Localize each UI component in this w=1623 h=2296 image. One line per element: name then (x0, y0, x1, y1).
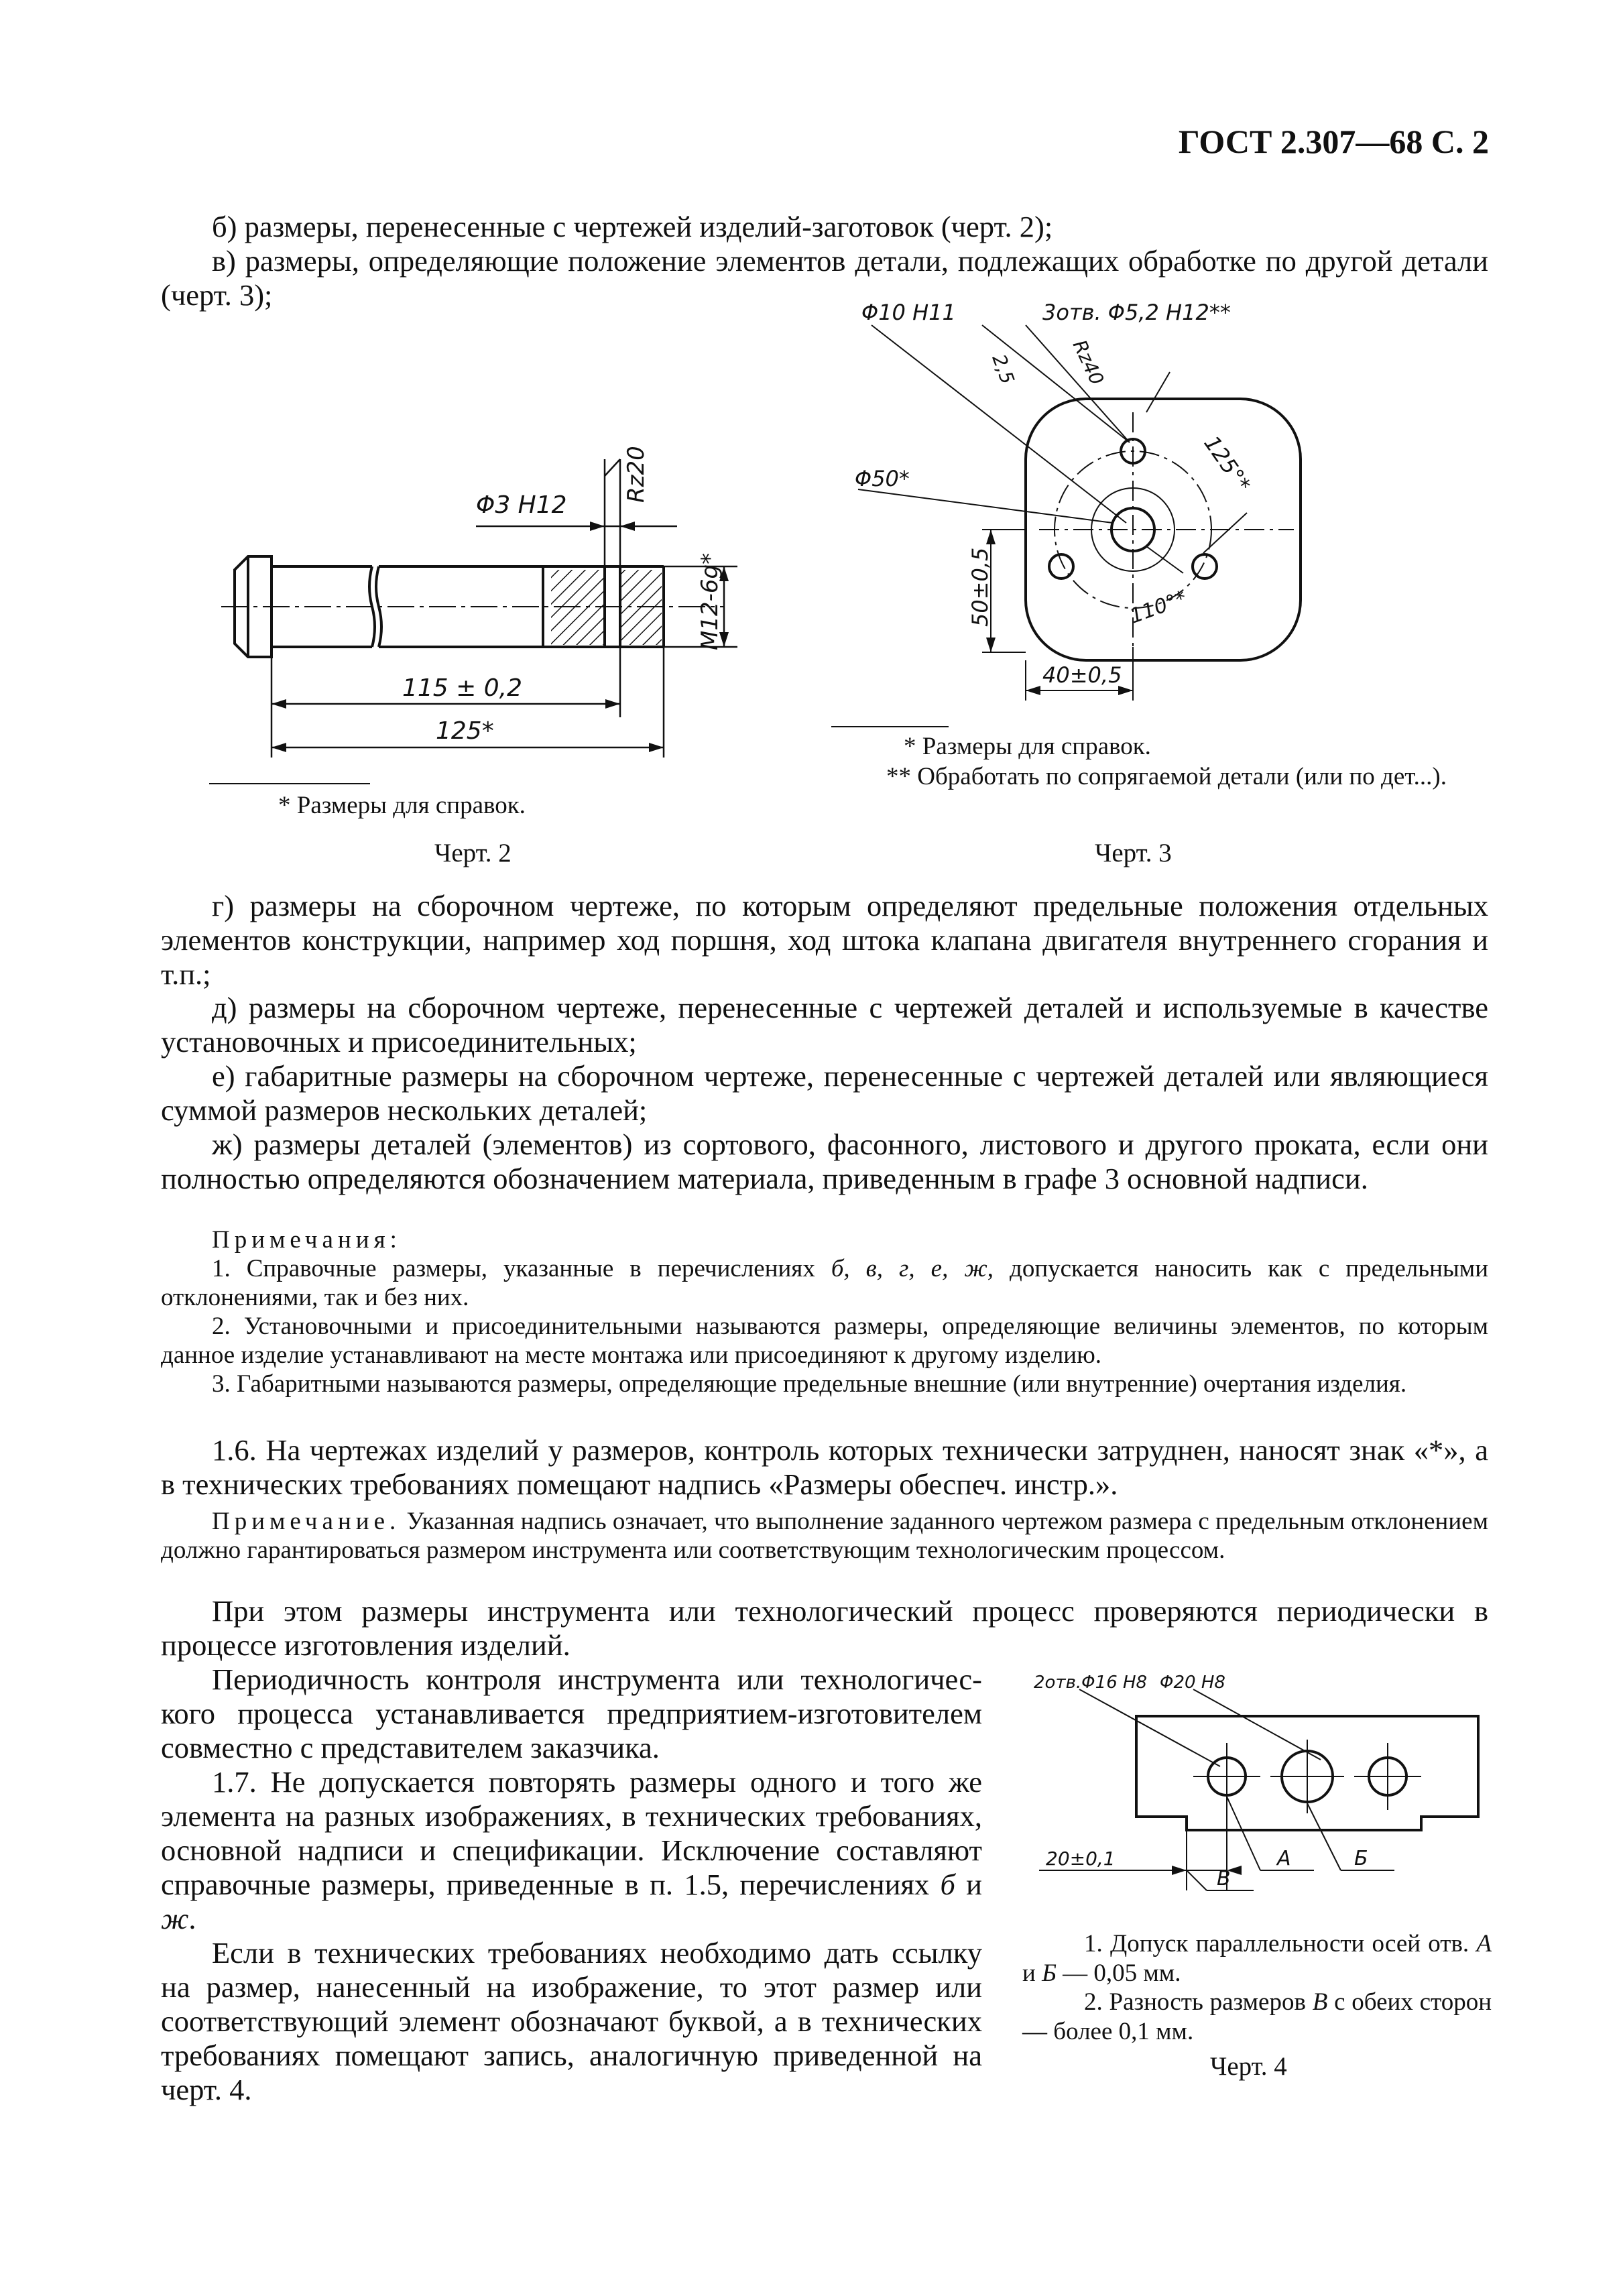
figure-4-drawing (1026, 1669, 1495, 1931)
list-item-zh: ж) размеры деталей (элементов) из сортового, фасонного, листового и другого проката, если они полностью определяются обозначением материала, приведенным в графе 3 основной надписи. (161, 1128, 1488, 1195)
fig4-note-1-a: 1. Допуск параллельности осей отв. (1084, 1930, 1477, 1957)
paragraph-1-7 (161, 1765, 982, 1936)
fig3-footnote-1: * Размеры для справок. (904, 733, 1151, 760)
fig4-note-1-b: и (1022, 1959, 1042, 1987)
note-1-text-b: б, в, г, е, ж (831, 1255, 987, 1282)
fig4-label-d20: Φ20 H8 (1160, 1673, 1225, 1693)
fig2-label-rz: Rz20 (623, 446, 650, 503)
fig3-label-25: 2,5 (987, 351, 1019, 387)
fig3-footnote-rule (831, 726, 949, 727)
fig3-label-125deg: 125°* (1199, 430, 1256, 497)
list-item-b: б) размеры, перенесенные с чертежей изделий-заготовок (черт. 2); (212, 210, 1053, 243)
fig2-caption: Черт. 2 (434, 839, 512, 867)
fig2-label-125: 125* (436, 717, 494, 745)
page-header: ГОСТ 2.307—68 С. 2 (1178, 123, 1489, 160)
note-1 (161, 1254, 1488, 1312)
paragraph-tool-check: При этом размеры инструмента или технологический процесс проверяются периодически в процессе изготовления изделий. (161, 1594, 1488, 1662)
fig4-label-dim: 20±0,1 (1046, 1848, 1116, 1870)
paragraph-reference: Если в технических требованиях необходимо дать ссылку на размер, нанесенный на изображение, то этот размер или соответствующий элемент обозначают буквой, а в технических требованиях помещают запись, аналогичную приведенной на черт. 4. (161, 1936, 982, 2106)
fig2-label-m12: M12-6g* (697, 552, 723, 650)
fig4-note-1-A: А (1476, 1930, 1492, 1957)
paragraph-1-6: 1.6. На чертежах изделий у размеров, контроль которых технически затруднен, наносят знак «*», а в технических требованиях помещают надпись «Размеры обеспеч. инстр.». (161, 1433, 1488, 1501)
fig2-footnote-rule (209, 783, 370, 784)
p17-text-b: б (940, 1868, 955, 1901)
fig4-note-1-c: — 0,05 мм. (1056, 1959, 1181, 1987)
note-single (161, 1507, 1488, 1565)
note-1-text-a: 1. Справочные размеры, указанные в перечислениях (212, 1255, 831, 1282)
fig4-label-V: В (1217, 1867, 1231, 1890)
fig4-note-1 (1022, 1929, 1492, 1988)
note-3: 3. Габаритными называются размеры, определяющие предельные внешние (или внутренние) очертания изделия. (212, 1370, 1407, 1398)
fig4-note-2-V: В (1312, 1988, 1328, 2016)
fig4-label-holes: 2отв.Φ16 H8 (1034, 1673, 1148, 1693)
fig3-label-40: 40±0,5 (1042, 662, 1122, 688)
fig4-label-B: Б (1354, 1847, 1368, 1870)
p17-text-c: и (955, 1868, 982, 1901)
figure-2-drawing (208, 429, 758, 804)
note-2: 2. Установочными и присоединительными называются размеры, определяющие величины элементов, по которым данное изделие устанавливают на месте монтажа или присоединяют к другому изделию. (161, 1313, 1488, 1369)
paragraph-periodicity: Периодичность контроля инструмента или технологического процесса устанавливается предприятием-изготовителем совместно с представителем заказчика. (161, 1663, 982, 1764)
list-item-d: д) размеры на сборочном чертеже, перенесенные с чертежей деталей и используемые в качестве установочных и присоединительных; (161, 991, 1488, 1059)
list-item-e: е) габаритные размеры на сборочном чертеже, перенесенные с чертежей деталей или являющиеся суммой размеров нескольких деталей; (161, 1059, 1488, 1127)
fig4-note-1-B: Б (1042, 1959, 1057, 1987)
fig4-caption: Черт. 4 (1210, 2052, 1287, 2081)
p17-text-a: 1.7. Не допускается повторять размеры одного и того же элемента на разных изображениях, в технических требованиях, основной надписи и спецификации. Исключение составляют справочные размеры, приведенные в п. 1.5, перечислениях (161, 1765, 982, 1901)
list-item-g: г) размеры на сборочном чертеже, по которым определяют предельные положения отдельных элементов конструкции, например ход поршня, ход штока клапана двигателя внутреннего сгорания и т.п.; (161, 889, 1488, 991)
fig3-label-d10: Φ10 H11 (861, 300, 956, 325)
fig3-label-d50: Φ50* (855, 466, 910, 491)
fig2-footnote: * Размеры для справок. (278, 792, 526, 819)
notes-title: Примечания: (212, 1226, 402, 1254)
note-single-text: Указанная надпись означает, что выполнение заданного чертежом размера с предельным отклонением должно гарантироваться размером инструмента или соответствующим технологическим процессом. (161, 1508, 1488, 1564)
fig4-note-2-b: с обеих сторон — более 0,1 мм. (1022, 1988, 1492, 2045)
fig4-note-2 (1022, 1988, 1492, 2047)
fig3-footnote-2: ** Обработать по сопрягаемой детали (или по дет...). (886, 763, 1447, 790)
fig2-label-d3: Φ3 H12 (476, 491, 567, 519)
fig2-label-115: 115 ± 0,2 (402, 674, 523, 702)
fig4-note-2-a: 2. Разность размеров (1084, 1988, 1313, 2016)
fig3-caption: Черт. 3 (1095, 839, 1172, 867)
figure-3-drawing (825, 292, 1374, 721)
note-single-title: Примечание. (212, 1508, 401, 1535)
fig3-label-holes: 3отв. Φ5,2 H12** (1042, 300, 1231, 325)
p17-text-e: . (188, 1902, 196, 1935)
fig3-label-110deg: 110°* (1126, 586, 1190, 629)
list-item-v: в) размеры, определяющие положение элементов детали, подлежащих обработке по другой детали (черт. 3); (161, 244, 1488, 312)
fig3-label-50: 50±0,5 (967, 547, 993, 627)
fig3-label-rz40: Rz40 (1068, 337, 1109, 389)
note-1-text-c: , допускается наносить как с предельными отклонениями, так и без них. (161, 1255, 1489, 1311)
p17-text-d: ж (161, 1902, 189, 1935)
fig4-label-A: А (1277, 1847, 1291, 1870)
